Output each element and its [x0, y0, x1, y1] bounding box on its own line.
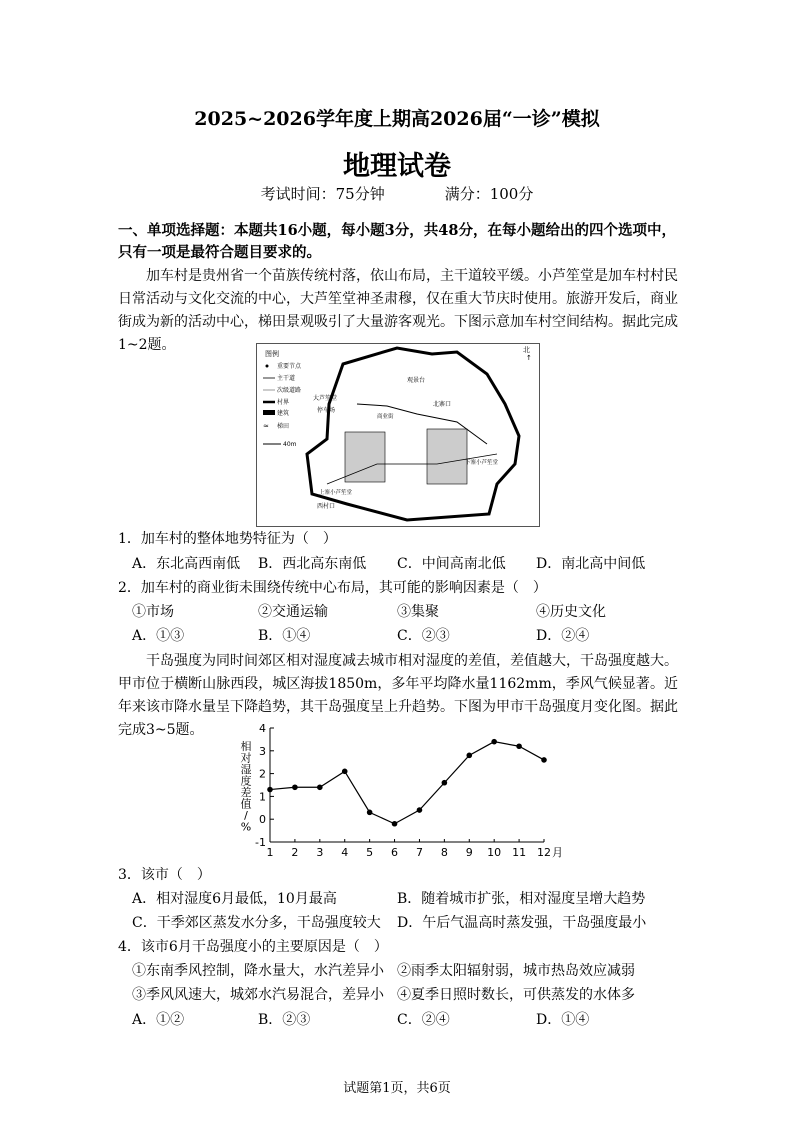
- option-a[interactable]: A．相对湿度6月最低，10月最高: [132, 891, 337, 907]
- exam-meta: [0, 183, 794, 204]
- subject-title: 地理试卷: [343, 151, 451, 182]
- legend-item: 主干道: [277, 375, 296, 382]
- question-4-factors-row1: [132, 960, 692, 982]
- series-line: [270, 742, 544, 824]
- data-point: [491, 739, 497, 745]
- y-tick-label: 1: [259, 790, 266, 804]
- y-axis-label-char: 差: [240, 786, 252, 799]
- place-label: 上寨小芦笙堂: [319, 490, 353, 496]
- y-tick-label: 4: [259, 722, 266, 735]
- option-b[interactable]: B．随着城市扩张，相对湿度呈增大趋势: [397, 891, 646, 907]
- option-b[interactable]: B．②③: [258, 1012, 311, 1028]
- exam-title: 2025~2026学年度上期高2026届“一诊”模拟: [194, 108, 600, 130]
- series: [267, 739, 547, 827]
- y-axis-label-char: 相: [240, 740, 252, 753]
- x-tick-label: 7: [415, 846, 423, 859]
- building-legend-icon: [263, 410, 275, 415]
- legend-item: 建筑: [277, 410, 290, 417]
- data-point: [367, 810, 373, 816]
- question-2-factors: [132, 601, 692, 623]
- page-footer: 试题第1页，共6页: [343, 1081, 451, 1096]
- place-label: 观景台: [407, 377, 426, 384]
- option-b[interactable]: B．西北高东南低: [258, 556, 367, 572]
- axes: [270, 728, 544, 842]
- data-point: [392, 821, 398, 827]
- place-label: 大芦笙堂: [313, 395, 338, 402]
- place-label: 下寨小芦笙堂: [465, 460, 499, 466]
- option-c[interactable]: C．②③: [397, 628, 450, 644]
- question-1-options: [132, 553, 692, 575]
- passage-1: 加车村是贵州省一个苗族传统村落，依山布局，主干道较平缓。小芦笙堂是加车村村民日常活动与文化交流的中心，大芦笙堂神圣肃穆，仅在重大节庆时使用。旅游开发后，商业街成为新的活动中心，梯田景观吸引了大量游客观光。下图示意加车村空间结构。据此完成1~2题。: [118, 268, 678, 353]
- factor-2: ②雨季太阳辐射弱，城市热岛效应减弱: [397, 963, 635, 979]
- data-point: [466, 753, 472, 759]
- dense-buildings-east: [427, 429, 467, 484]
- legend-title: 图例: [265, 350, 279, 358]
- question-3-stem: 3．该市（ ）: [118, 867, 211, 883]
- factor-4: ④历史文化: [536, 604, 606, 620]
- y-tick-label: 2: [259, 767, 266, 781]
- option-b[interactable]: B．①④: [258, 628, 311, 644]
- legend: [263, 349, 302, 448]
- y-axis-label-char: 湿: [240, 763, 252, 776]
- y-tick-label: -1: [255, 836, 266, 849]
- question-3-options-row2: [132, 912, 692, 934]
- factor-3: ③集聚: [397, 604, 439, 620]
- place-label: 停车场: [317, 407, 336, 414]
- place-label: 商业街: [377, 414, 394, 420]
- legend-item: 重要节点: [277, 363, 302, 370]
- x-tick-label: 10: [487, 846, 502, 859]
- data-point: [541, 757, 547, 763]
- data-point: [292, 784, 298, 790]
- y-axis-label-char: 度: [240, 774, 252, 788]
- option-d[interactable]: D．南北高中间低: [536, 556, 646, 572]
- question-4-factors-row2: [132, 984, 692, 1006]
- factor-1: ①市场: [132, 604, 174, 620]
- place-label: 西村口: [317, 503, 336, 510]
- factor-2: ②交通运输: [258, 604, 328, 620]
- option-a[interactable]: A．东北高西南低: [132, 556, 241, 572]
- data-point: [442, 780, 448, 786]
- option-d[interactable]: D．午后气温高时蒸发强，干岛强度最小: [397, 915, 647, 931]
- data-point: [516, 743, 522, 749]
- y-axis-label-char: /: [244, 809, 248, 822]
- x-tick-label: 11: [512, 846, 527, 859]
- chart-svg: [238, 722, 578, 862]
- x-unit-label: 月: [552, 846, 563, 859]
- y-axis-label-char: %: [240, 820, 252, 834]
- factor-3: ③季风风速大，城郊水汽易混合，差异小: [132, 987, 384, 1003]
- village-map: [256, 343, 540, 527]
- legend-item: 村界: [277, 399, 290, 406]
- y-axis-label-char: 值: [240, 797, 252, 811]
- question-3-options-row1: [132, 888, 692, 910]
- scale-label: 40m: [283, 441, 297, 448]
- factor-4: ④夏季日照时数长，可供蒸发的水体多: [397, 987, 635, 1003]
- option-d[interactable]: D．②④: [536, 628, 590, 644]
- dry-island-chart: [238, 722, 578, 862]
- question-1-stem: 1．加车村的整体地势特征为（ ）: [118, 531, 337, 547]
- question-4-stem: 4．该市6月干岛强度小的主要原因是（ ）: [118, 939, 388, 955]
- data-point: [417, 807, 423, 813]
- x-tick-label: 12: [537, 846, 551, 859]
- data-point: [317, 784, 323, 790]
- y-axis-label: [241, 739, 252, 834]
- data-point: [267, 787, 273, 793]
- terrace-legend-icon: ≈: [263, 422, 269, 430]
- x-tick-label: 1: [266, 846, 274, 859]
- option-a[interactable]: A．①②: [132, 1012, 185, 1028]
- option-c[interactable]: C．②④: [397, 1012, 450, 1028]
- exam-time: 考试时间：75分钟: [260, 185, 385, 203]
- x-tick-label: 8: [440, 846, 448, 859]
- y-tick-label: 3: [259, 744, 266, 758]
- north-label: 北: [523, 346, 530, 354]
- x-tick-label: 9: [465, 846, 473, 859]
- x-tick-label: 3: [316, 846, 324, 859]
- option-a[interactable]: A．①③: [132, 628, 185, 644]
- x-tick-label: 2: [291, 846, 299, 859]
- node-legend-icon: [266, 365, 269, 368]
- village-map-svg: [257, 344, 539, 526]
- exam-score: 满分：100分: [444, 185, 534, 203]
- option-d[interactable]: D．①④: [536, 1012, 590, 1028]
- north-arrow-icon: ↑: [526, 354, 532, 362]
- section-heading: 一、单项选择题：本题共16小题，每小题3分，共48分，在每小题给出的四个选项中，只有一项是最符合题目要求的。: [118, 222, 676, 261]
- y-tick-label: 0: [259, 813, 266, 827]
- legend-item: 次级道路: [277, 387, 302, 394]
- ticks: [255, 722, 563, 859]
- option-c[interactable]: C．中间高南北低: [397, 556, 506, 572]
- passage-2: 干岛强度为同时间郊区相对湿度减去城市相对湿度的差值，差值越大，干岛强度越大。甲市位于横断山脉西段，城区海拔1850m，多年平均降水量1162mm，季风气候显著。近年来该市降水量呈下降趋势，其干岛强度呈上升趋势。下图为甲市干岛强度月变化图。据此完成3~5题。: [118, 653, 678, 738]
- x-tick-label: 6: [391, 846, 399, 859]
- question-2-options: [132, 625, 692, 647]
- y-axis-label-char: 对: [240, 751, 252, 765]
- x-tick-label: 5: [366, 846, 374, 859]
- option-c[interactable]: C．干季郊区蒸发水分多，干岛强度较大: [132, 915, 381, 931]
- place-label: 北寨口: [433, 401, 452, 408]
- question-4-options: [132, 1009, 692, 1031]
- x-tick-label: 4: [341, 846, 349, 859]
- data-point: [342, 769, 348, 775]
- factor-1: ①东南季风控制，降水量大，水汽差异小: [132, 963, 384, 979]
- question-2-stem: 2．加车村的商业街未围绕传统中心布局，其可能的影响因素是（ ）: [118, 580, 547, 596]
- legend-item: 梯田: [277, 423, 290, 430]
